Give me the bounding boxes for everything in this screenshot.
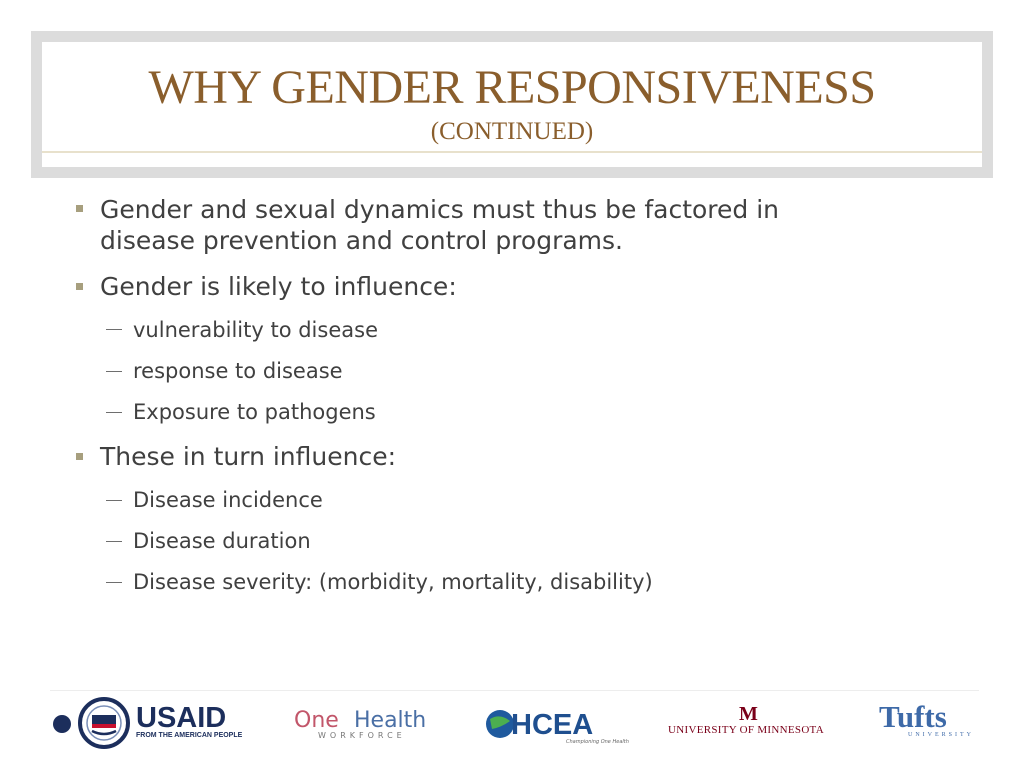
umn-name: UNIVERSITY OF MINNESOTA [668, 724, 824, 736]
sub-bullet: Disease duration [133, 529, 311, 553]
hcea-tagline: Championing One Health [566, 739, 629, 745]
usaid-logo [52, 695, 267, 753]
dash-marker [106, 500, 122, 501]
sub-bullet: Disease incidence [133, 488, 323, 512]
sub-bullet: Disease severity: (morbidity, mortality, disability) [133, 570, 653, 594]
dash-marker [106, 371, 122, 372]
bullet-3: These in turn influence: [100, 442, 397, 471]
dash-marker [106, 541, 122, 542]
umn-m-icon: M [739, 703, 758, 725]
bullet-marker [76, 205, 83, 212]
bullet-marker [76, 283, 83, 290]
ohw-one: One [294, 708, 339, 733]
tufts-logo [878, 701, 986, 741]
hcea-logo [484, 707, 639, 745]
umn-logo [667, 703, 849, 737]
sub-bullet: response to disease [133, 359, 343, 383]
dash-marker [106, 582, 122, 583]
sub-bullet: vulnerability to disease [133, 318, 378, 342]
dash-marker [106, 412, 122, 413]
tufts-sub: UNIVERSITY [908, 732, 974, 738]
slide-subtitle: (CONTINUED) [430, 118, 594, 145]
bullet-1-line-1: Gender and sexual dynamics must thus be factored in [100, 195, 780, 224]
one-health-workforce-logo [294, 705, 459, 745]
ohw-workforce: WORKFORCE [318, 731, 406, 740]
ohw-health: Health [354, 708, 427, 733]
bullet-2: Gender is likely to influence: [100, 272, 457, 301]
footer-divider [50, 690, 979, 691]
tufts-name: Tufts [879, 701, 947, 734]
partial-seal-icon [53, 715, 71, 733]
bullet-marker [76, 453, 83, 460]
hcea-name: HCEA [511, 709, 594, 741]
usaid-tagline: FROM THE AMERICAN PEOPLE [136, 732, 243, 739]
bullet-1-line-2: disease prevention and control programs. [100, 226, 623, 255]
slide-title: WHY GENDER RESPONSIVENESS [148, 61, 876, 114]
dash-marker [106, 329, 122, 330]
sub-bullet: Exposure to pathogens [133, 400, 376, 424]
partner-logos [0, 695, 1024, 755]
usaid-us: USAID [136, 702, 227, 734]
